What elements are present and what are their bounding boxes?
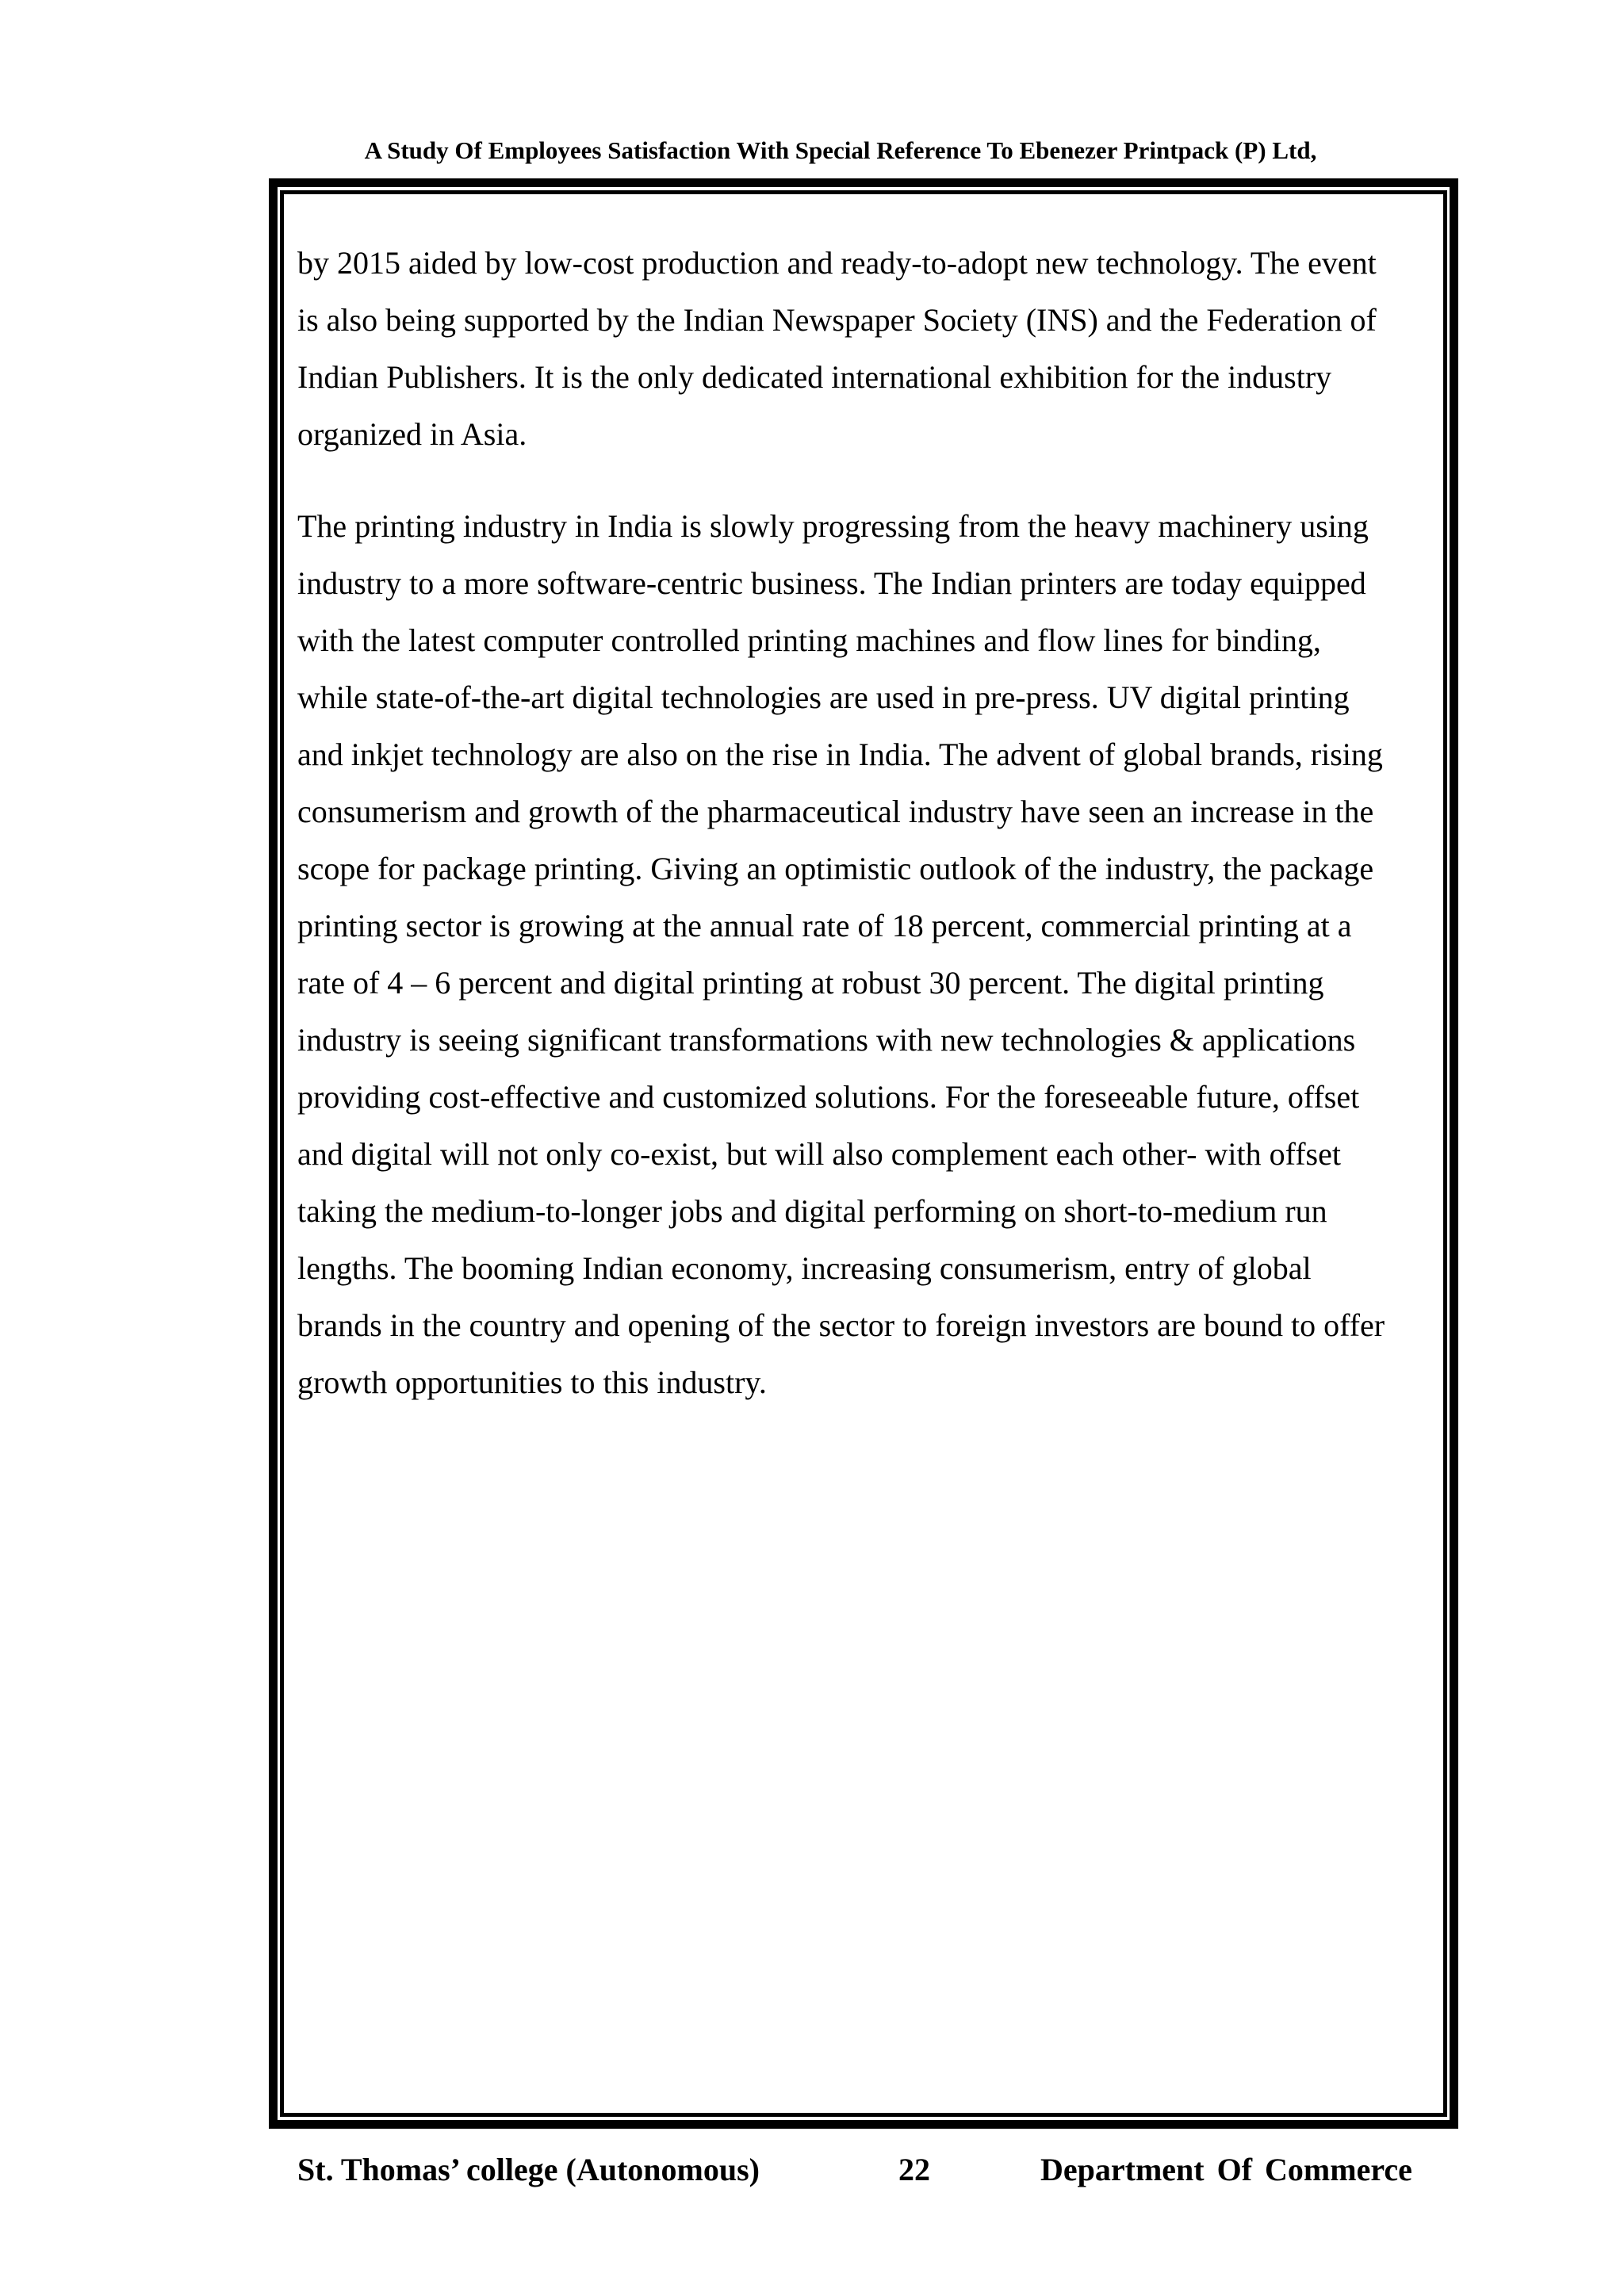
- text-line: Indian Publishers. It is the only dedicated international exhibition for the industry: [297, 359, 1332, 395]
- paragraph-1: [297, 235, 1455, 463]
- text-line: providing cost-effective and customized solutions. For the foreseeable future, offset: [297, 1079, 1360, 1115]
- text-line: consumerism and growth of the pharmaceutical industry have seen an increase in the: [297, 794, 1374, 829]
- footer-department: Department Of Commerce: [1040, 2152, 1412, 2187]
- text-line: printing sector is growing at the annual rate of 18 percent, commercial printing at a: [297, 908, 1352, 943]
- text-line: and digital will not only co-exist, but will also complement each other- with offset: [297, 1136, 1341, 1172]
- text-line: growth opportunities to this industry.: [297, 1364, 767, 1400]
- text-line: The printing industry in India is slowly progressing from the heavy machinery using: [297, 508, 1369, 544]
- body-text: [297, 235, 1455, 1446]
- text-line: rate of 4 – 6 percent and digital printing at robust 30 percent. The digital printing: [297, 965, 1324, 1001]
- text-line: scope for package printing. Giving an optimistic outlook of the industry, the package: [297, 851, 1374, 886]
- footer-college: St. Thomas’ college (Autonomous): [297, 2152, 760, 2187]
- text-line: industry to a more software-centric business. The Indian printers are today equipped: [297, 565, 1366, 601]
- running-header: A Study Of Employees Satisfaction With Special Reference To Ebenezer Printpack (P) Ltd,: [364, 136, 1317, 164]
- text-line: brands in the country and opening of the sector to foreign investors are bound to offer: [297, 1307, 1385, 1343]
- text-line: is also being supported by the Indian Newspaper Society (INS) and the Federation of: [297, 302, 1377, 338]
- text-line: and inkjet technology are also on the rise in India. The advent of global brands, rising: [297, 737, 1383, 772]
- text-line: industry is seeing significant transformations with new technologies & applications: [297, 1022, 1356, 1058]
- paragraph-2: [297, 498, 1455, 1411]
- text-line: with the latest computer controlled printing machines and flow lines for binding,: [297, 622, 1321, 658]
- text-line: organized in Asia.: [297, 416, 527, 452]
- text-line: taking the medium-to-longer jobs and digital performing on short-to-medium run: [297, 1193, 1327, 1229]
- text-line: while state-of-the-art digital technologies are used in pre-press. UV digital printing: [297, 679, 1350, 715]
- text-line: by 2015 aided by low-cost production and ready-to-adopt new technology. The event: [297, 245, 1377, 281]
- page-number: 22: [898, 2152, 930, 2187]
- text-line: lengths. The booming Indian economy, increasing consumerism, entry of global: [297, 1250, 1312, 1286]
